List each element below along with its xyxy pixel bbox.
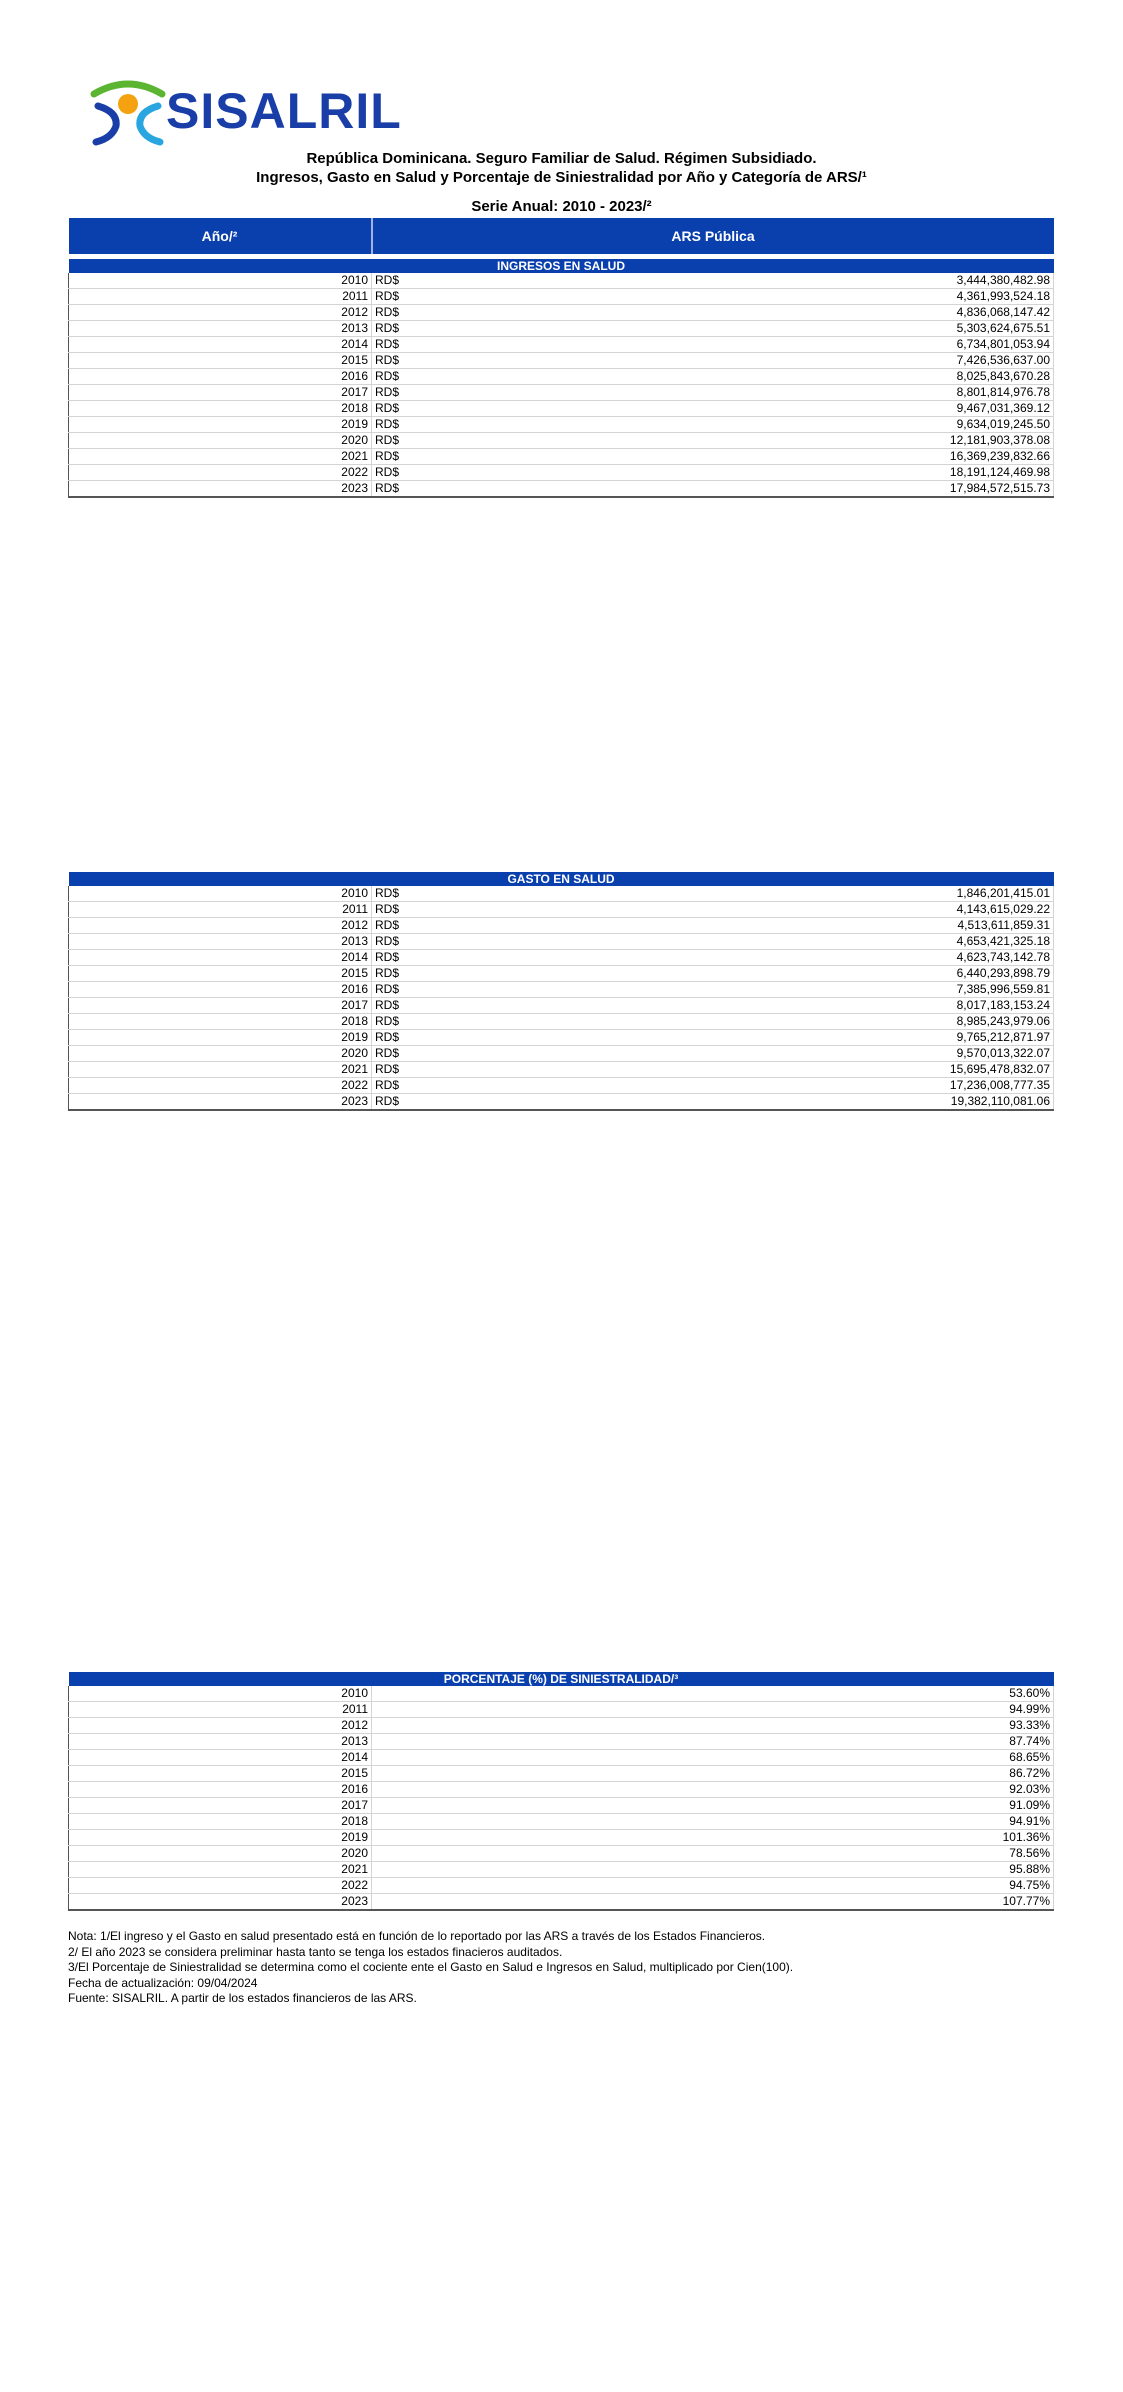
logo-wordmark: SISALRIL	[166, 83, 402, 139]
row-amount: 8,017,183,153.24	[438, 998, 1054, 1014]
row-currency: RD$	[372, 465, 439, 481]
row-year: 2010	[69, 1686, 372, 1702]
row-year: 2015	[69, 966, 372, 982]
row-year: 2023	[69, 1894, 372, 1911]
update-date: Fecha de actualización: 09/04/2024	[68, 1975, 258, 1990]
row-year: 2012	[69, 918, 372, 934]
row-amount: 8,025,843,670.28	[438, 369, 1054, 385]
table-row	[69, 465, 1054, 481]
table-row	[69, 1782, 1054, 1798]
footnote: Nota: 1/El ingreso y el Gasto en salud presentado está en función de lo reportado por las ARS a través de los Estados Financieros.	[68, 1929, 766, 1943]
row-year: 2013	[69, 934, 372, 950]
row-year: 2014	[69, 337, 372, 353]
row-percentage: 107.77%	[372, 1894, 1054, 1911]
section-title-gasto: GASTO EN SALUD	[69, 872, 1054, 886]
table-row	[69, 433, 1054, 449]
row-currency: RD$	[372, 449, 439, 465]
row-percentage: 68.65%	[372, 1750, 1054, 1766]
row-year: 2018	[69, 401, 372, 417]
row-year: 2014	[69, 1750, 372, 1766]
siniestralidad-table	[68, 1672, 1054, 1911]
table-row	[69, 902, 1054, 918]
row-year: 2012	[69, 1718, 372, 1734]
table-row	[69, 934, 1054, 950]
gasto-table	[68, 872, 1054, 1111]
row-year: 2017	[69, 998, 372, 1014]
row-percentage: 86.72%	[372, 1766, 1054, 1782]
table-row	[69, 1878, 1054, 1894]
row-year: 2023	[69, 1094, 372, 1111]
row-year: 2020	[69, 1046, 372, 1062]
column-category-header: ARS Pública	[372, 218, 1054, 254]
row-amount: 16,369,239,832.66	[438, 449, 1054, 465]
row-year: 2020	[69, 1846, 372, 1862]
row-currency: RD$	[372, 337, 439, 353]
row-currency: RD$	[372, 902, 439, 918]
row-year: 2014	[69, 950, 372, 966]
row-amount: 17,236,008,777.35	[438, 1078, 1054, 1094]
table-row	[69, 273, 1054, 289]
table-row	[69, 417, 1054, 433]
row-amount: 7,385,996,559.81	[438, 982, 1054, 998]
row-amount: 4,143,615,029.22	[438, 902, 1054, 918]
table-row	[69, 1830, 1054, 1846]
row-year: 2018	[69, 1014, 372, 1030]
row-year: 2016	[69, 369, 372, 385]
row-year: 2016	[69, 982, 372, 998]
table-row	[69, 481, 1054, 498]
table-row	[69, 982, 1054, 998]
row-currency: RD$	[372, 1062, 439, 1078]
row-year: 2011	[69, 1702, 372, 1718]
row-amount: 4,623,743,142.78	[438, 950, 1054, 966]
table-row	[69, 321, 1054, 337]
row-currency: RD$	[372, 353, 439, 369]
table-row	[69, 305, 1054, 321]
sisalril-logo	[88, 78, 428, 148]
row-percentage: 101.36%	[372, 1830, 1054, 1846]
table-row	[69, 1078, 1054, 1094]
row-amount: 9,467,031,369.12	[438, 401, 1054, 417]
table-row	[69, 886, 1054, 902]
row-amount: 19,382,110,081.06	[438, 1094, 1054, 1111]
footnotes	[68, 1929, 793, 2007]
table-column-header	[69, 218, 1054, 254]
row-percentage: 93.33%	[372, 1718, 1054, 1734]
table-row	[69, 1750, 1054, 1766]
row-year: 2019	[69, 1830, 372, 1846]
row-currency: RD$	[372, 385, 439, 401]
row-currency: RD$	[372, 273, 439, 289]
row-year: 2021	[69, 449, 372, 465]
row-percentage: 92.03%	[372, 1782, 1054, 1798]
table-row	[69, 1014, 1054, 1030]
row-year: 2011	[69, 902, 372, 918]
row-currency: RD$	[372, 1078, 439, 1094]
source-note: Fuente: SISALRIL. A partir de los estados financieros de las ARS.	[68, 1991, 417, 2005]
row-amount: 4,361,993,524.18	[438, 289, 1054, 305]
row-percentage: 94.91%	[372, 1814, 1054, 1830]
row-currency: RD$	[372, 321, 439, 337]
row-amount: 17,984,572,515.73	[438, 481, 1054, 498]
row-percentage: 53.60%	[372, 1686, 1054, 1702]
row-year: 2021	[69, 1862, 372, 1878]
footnote: 2/ El año 2023 se considera preliminar hasta tanto se tenga los estados finacieros auditados.	[68, 1944, 563, 1959]
row-amount: 8,801,814,976.78	[438, 385, 1054, 401]
table-row	[69, 1046, 1054, 1062]
row-year: 2022	[69, 1878, 372, 1894]
row-year: 2010	[69, 886, 372, 902]
row-year: 2011	[69, 289, 372, 305]
table-row	[69, 998, 1054, 1014]
section-header-ingresos	[69, 259, 1054, 273]
row-currency: RD$	[372, 1094, 439, 1111]
row-amount: 8,985,243,979.06	[438, 1014, 1054, 1030]
table-row	[69, 1030, 1054, 1046]
row-year: 2020	[69, 433, 372, 449]
row-year: 2013	[69, 1734, 372, 1750]
row-currency: RD$	[372, 998, 439, 1014]
row-currency: RD$	[372, 934, 439, 950]
row-year: 2019	[69, 1030, 372, 1046]
row-currency: RD$	[372, 289, 439, 305]
row-year: 2017	[69, 385, 372, 401]
row-year: 2012	[69, 305, 372, 321]
table-row	[69, 289, 1054, 305]
row-currency: RD$	[372, 966, 439, 982]
table-row	[69, 950, 1054, 966]
row-currency: RD$	[372, 918, 439, 934]
row-amount: 12,181,903,378.08	[438, 433, 1054, 449]
table-row	[69, 1062, 1054, 1078]
row-year: 2022	[69, 465, 372, 481]
row-currency: RD$	[372, 305, 439, 321]
row-percentage: 87.74%	[372, 1734, 1054, 1750]
sisalril-logo-mark-icon	[88, 78, 168, 148]
row-year: 2015	[69, 1766, 372, 1782]
row-currency: RD$	[372, 369, 439, 385]
ingresos-table	[68, 218, 1054, 498]
row-year: 2010	[69, 273, 372, 289]
section-title-ingresos: INGRESOS EN SALUD	[69, 259, 1054, 273]
row-year: 2015	[69, 353, 372, 369]
row-year: 2023	[69, 481, 372, 498]
row-amount: 9,765,212,871.97	[438, 1030, 1054, 1046]
row-currency: RD$	[372, 1014, 439, 1030]
row-amount: 15,695,478,832.07	[438, 1062, 1054, 1078]
row-amount: 18,191,124,469.98	[438, 465, 1054, 481]
table-row	[69, 1846, 1054, 1862]
row-percentage: 95.88%	[372, 1862, 1054, 1878]
table-row	[69, 369, 1054, 385]
row-percentage: 78.56%	[372, 1846, 1054, 1862]
row-amount: 5,303,624,675.51	[438, 321, 1054, 337]
row-amount: 4,653,421,325.18	[438, 934, 1054, 950]
table-row	[69, 1734, 1054, 1750]
table-row	[69, 449, 1054, 465]
row-currency: RD$	[372, 1030, 439, 1046]
row-year: 2019	[69, 417, 372, 433]
table-row	[69, 385, 1054, 401]
table-row	[69, 918, 1054, 934]
report-series-range: Serie Anual: 2010 - 2023/²	[471, 198, 652, 215]
row-amount: 3,444,380,482.98	[438, 273, 1054, 289]
row-amount: 6,734,801,053.94	[438, 337, 1054, 353]
row-year: 2016	[69, 1782, 372, 1798]
table-row	[69, 966, 1054, 982]
table-row	[69, 353, 1054, 369]
table-row	[69, 1686, 1054, 1702]
row-year: 2017	[69, 1798, 372, 1814]
table-row	[69, 1814, 1054, 1830]
row-currency: RD$	[372, 982, 439, 998]
row-currency: RD$	[372, 433, 439, 449]
row-currency: RD$	[372, 886, 439, 902]
table-row	[69, 1094, 1054, 1111]
row-amount: 9,634,019,245.50	[438, 417, 1054, 433]
row-amount: 1,846,201,415.01	[438, 886, 1054, 902]
row-amount: 6,440,293,898.79	[438, 966, 1054, 982]
table-row	[69, 401, 1054, 417]
row-percentage: 94.75%	[372, 1878, 1054, 1894]
row-year: 2021	[69, 1062, 372, 1078]
row-amount: 7,426,536,637.00	[438, 353, 1054, 369]
table-row	[69, 1798, 1054, 1814]
report-title-line-2: Ingresos, Gasto en Salud y Porcentaje de Siniestralidad por Año y Categoría de ARS/¹	[256, 169, 867, 186]
table-row	[69, 1766, 1054, 1782]
row-year: 2018	[69, 1814, 372, 1830]
row-amount: 9,570,013,322.07	[438, 1046, 1054, 1062]
row-percentage: 94.99%	[372, 1702, 1054, 1718]
section-header-siniestralidad	[69, 1672, 1054, 1686]
row-year: 2013	[69, 321, 372, 337]
row-currency: RD$	[372, 401, 439, 417]
table-row	[69, 1702, 1054, 1718]
row-currency: RD$	[372, 481, 439, 498]
column-year-header: Año/²	[69, 218, 372, 254]
table-row	[69, 337, 1054, 353]
row-currency: RD$	[372, 1046, 439, 1062]
row-amount: 4,513,611,859.31	[438, 918, 1054, 934]
table-row	[69, 1718, 1054, 1734]
section-header-gasto	[69, 872, 1054, 886]
footnote: 3/El Porcentaje de Siniestralidad se determina como el cociente ente el Gasto en Salud e Ingresos en Salud, multiplicado por Cien(100).	[68, 1960, 794, 1974]
report-title-line-1: República Dominicana. Seguro Familiar de Salud. Régimen Subsidiado.	[306, 150, 817, 167]
section-title-siniestralidad: PORCENTAJE (%) DE SINIESTRALIDAD/³	[69, 1672, 1054, 1686]
table-row	[69, 1862, 1054, 1878]
row-percentage: 91.09%	[372, 1798, 1054, 1814]
row-currency: RD$	[372, 950, 439, 966]
row-amount: 4,836,068,147.42	[438, 305, 1054, 321]
row-year: 2022	[69, 1078, 372, 1094]
row-currency: RD$	[372, 417, 439, 433]
table-row	[69, 1894, 1054, 1911]
